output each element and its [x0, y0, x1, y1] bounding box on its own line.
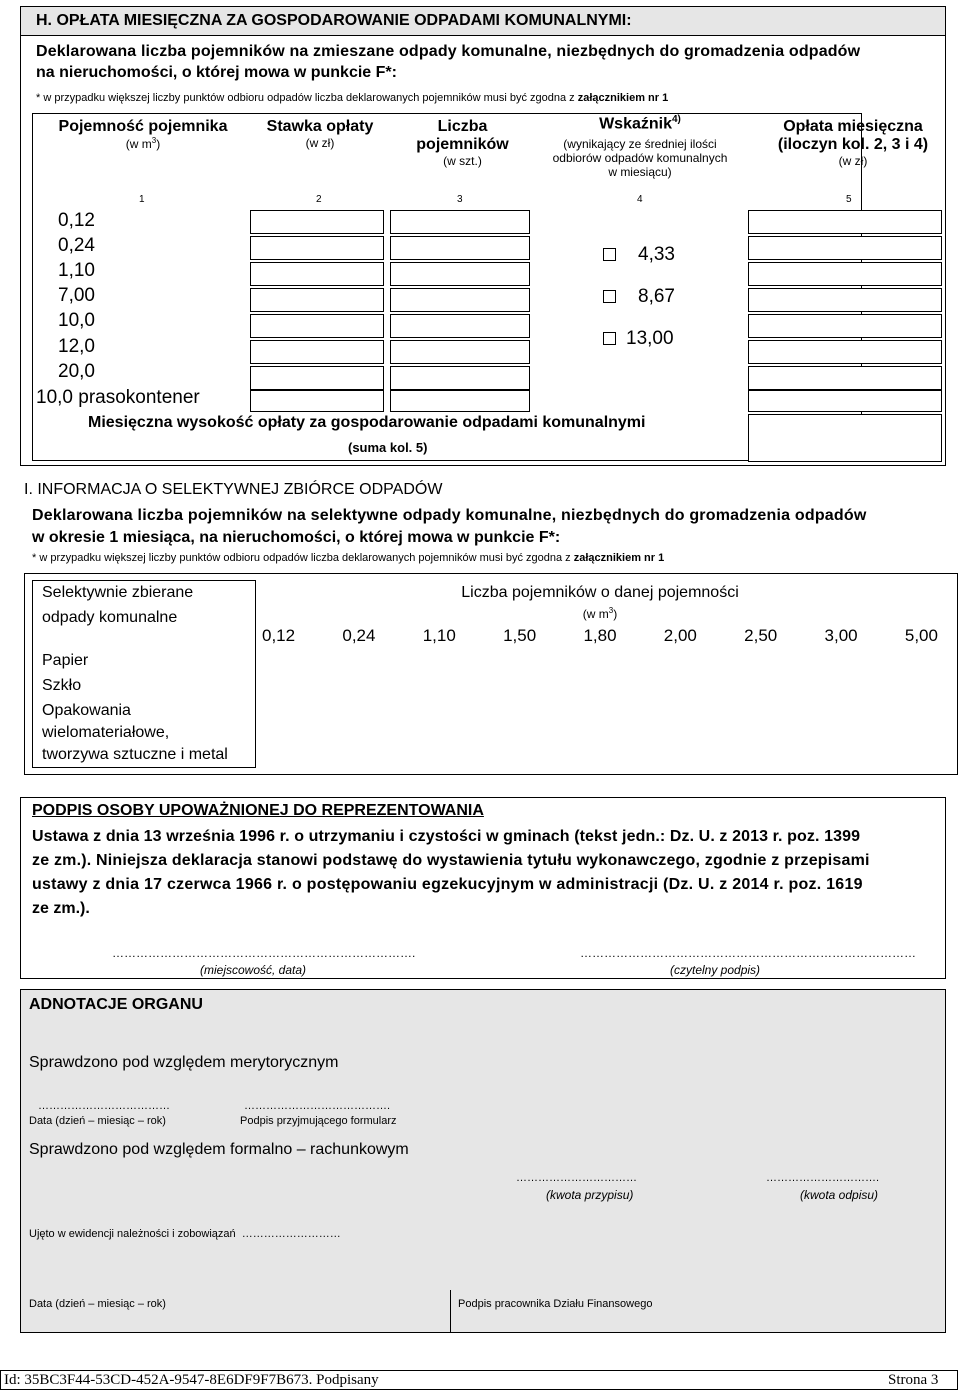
col3-unit: (w szt.) — [443, 154, 482, 168]
fee-input-4[interactable] — [748, 288, 942, 312]
rate-input-7[interactable] — [250, 366, 384, 390]
capacity-1-10: 1,10 — [58, 260, 95, 281]
law-line-3: ustawy z dnia 17 czerwca 1966 r. o postępowaniu egzekucyjnym w administracji (Dz. U. z 2014 r. poz. 1619 — [32, 876, 863, 893]
date-label-1: Data (dzień – miesiąc – rok) — [29, 1115, 166, 1127]
finance-sign-label: Podpis pracownika Działu Finansowego — [458, 1298, 653, 1310]
place-date-label: (miejscowość, data) — [200, 963, 307, 977]
col4-title: Wskaźnik$^{4)}$ — [599, 114, 681, 133]
capacity-header: 2,50 — [744, 626, 778, 645]
office-section — [20, 989, 946, 1333]
capacity-0-12: 0,12 — [58, 210, 95, 231]
monthly-total-label: Miesięczna wysokość opłaty za gospodarowanie odpadami komunalnymi — [88, 414, 646, 431]
waste-packaging-a: Opakowania — [42, 702, 131, 719]
col5-title: Opłata miesięczna — [783, 118, 923, 135]
indicator-checkbox-3[interactable] — [603, 332, 616, 345]
indicator-option-3[interactable] — [603, 328, 674, 350]
waste-packaging-c: tworzywa sztuczne i metal — [42, 746, 228, 763]
waste-packaging-b: wielomateriałowe, — [42, 724, 170, 741]
date-label-2: Data (dzień – miesiąc – rok) — [29, 1298, 166, 1310]
signature-dots[interactable]: ………………………………………………………………………… — [580, 946, 916, 960]
receiver-sign-label: Podpis przyjmującego formularz — [240, 1115, 397, 1127]
rate-input-4[interactable] — [250, 288, 384, 312]
indicator-option-1[interactable] — [603, 244, 675, 266]
law-line-2: ze zm.). Niniejsza deklaracja stanowi podstawę do wystawienia tytułu wykonawczego, zgodnie z przepisami — [32, 852, 870, 869]
section-i-note — [32, 552, 664, 564]
rate-input-6[interactable] — [250, 340, 384, 364]
count-input-5[interactable] — [390, 314, 530, 338]
fee-input-8[interactable] — [748, 390, 942, 412]
count-by-capacity-unit: (w $m^3$) — [582, 606, 618, 621]
col-number-4: 4 — [637, 194, 643, 205]
col-number-5: 5 — [846, 194, 852, 205]
footer-id: Id: 35BC3F44-53CD-452A-9547-8E6DF9F7B673. Podpisany — [4, 1372, 379, 1388]
col4-header — [530, 114, 750, 179]
note-attachment: załącznikiem nr 1 — [577, 92, 669, 104]
note-attachment: załącznikiem nr 1 — [573, 552, 665, 564]
rate-input-3[interactable] — [250, 262, 384, 286]
capacity-header: 0,12 — [262, 626, 296, 645]
fee-input-5[interactable] — [748, 314, 942, 338]
amount-prescribed-label: (kwota przypisu) — [546, 1188, 634, 1202]
law-line-4: ze zm.). — [32, 900, 90, 917]
indicator-value-1: 4,33 — [638, 244, 675, 265]
section-i-declared-line1: Deklarowana liczba pojemników na selektywne odpady komunalne, niezbędnych do gromadzenia odpadów — [32, 507, 867, 524]
col5-header — [748, 118, 958, 168]
col5-sub: (iloczyn kol. 2, 3 i 4) — [777, 136, 929, 153]
place-date-dots[interactable]: …………………………………………………………………. — [112, 946, 416, 960]
capacity-header: 1,10 — [422, 626, 456, 645]
dots-receiver-sign[interactable]: …………………………………. — [244, 1100, 391, 1112]
col3-header — [390, 118, 535, 168]
section-h-note — [36, 92, 668, 104]
capacity-7-00: 7,00 — [58, 285, 95, 306]
section-h-declared-line1: Deklarowana liczba pojemników na zmieszane odpady komunalne, niezbędnych do gromadzenia odpadów — [36, 43, 861, 60]
indicator-checkbox-2[interactable] — [603, 290, 616, 303]
col4-desc-a: (wynikający ze średniej ilości — [563, 137, 717, 152]
section-i-title: I. INFORMACJA O SELEKTYWNEJ ZBIÓRCE ODPADÓW — [24, 481, 443, 498]
section-h-declared-line2: na nieruchomości, o której mowa w punkcie F*: — [36, 64, 397, 81]
note-text: * w przypadku większej liczby punktów odbioru odpadów liczba deklarowanych pojemników musi być zgodna z — [32, 552, 574, 564]
col1-unit: (w $m^3$) — [125, 136, 161, 151]
count-input-4[interactable] — [390, 288, 530, 312]
capacity-10-0: 10,0 — [58, 310, 95, 331]
rate-input-8[interactable] — [250, 390, 384, 412]
capacity-header: 3,00 — [824, 626, 858, 645]
col3-title-a: Liczba — [437, 118, 488, 135]
dots-recorded[interactable]: ……………………… — [241, 1228, 341, 1240]
fee-input-6[interactable] — [748, 340, 942, 364]
note-text: * w przypadku większej liczby punktów odbioru odpadów liczba deklarowanych pojemników musi być zgodna z — [36, 92, 578, 104]
office-vertical-divider — [450, 1290, 451, 1333]
capacity-header: 1,80 — [583, 626, 617, 645]
checked-formal: Sprawdzono pod względem formalno – rachunkowym — [29, 1141, 409, 1158]
dots-prescribed[interactable]: …………………………… — [516, 1172, 637, 1184]
signature-label: (czytelny podpis) — [670, 963, 761, 977]
col1-title: Pojemność pojemnika — [58, 118, 228, 135]
capacity-header: 5,00 — [904, 626, 938, 645]
office-title: ADNOTACJE ORGANU — [29, 996, 203, 1013]
dots-date-1[interactable]: ……………………………… — [38, 1100, 170, 1112]
monthly-total-input[interactable] — [748, 414, 942, 462]
capacity-header: 2,00 — [663, 626, 697, 645]
recorded-label: Ujęto w ewidencji należności i zobowiązań ……………………… — [29, 1228, 341, 1240]
dots-written-off[interactable]: …………………………. — [766, 1172, 880, 1184]
col-number-2: 2 — [316, 194, 322, 205]
indicator-value-3: 13,00 — [626, 328, 674, 349]
fee-input-2[interactable] — [748, 236, 942, 260]
col4-desc-c: w miesiącu) — [608, 165, 672, 180]
col2-unit: (w zł) — [305, 136, 335, 150]
fee-input-3[interactable] — [748, 262, 942, 286]
col3-title-b: pojemników — [416, 136, 509, 153]
selective-title-b: odpady komunalne — [42, 609, 178, 626]
count-input-1[interactable] — [390, 210, 530, 234]
fee-input-7[interactable] — [748, 366, 942, 390]
indicator-value-2: 8,67 — [638, 286, 675, 307]
col-number-3: 3 — [457, 194, 463, 205]
count-by-capacity-title: Liczba pojemników o danej pojemności — [461, 584, 739, 601]
capacity-12-0: 12,0 — [58, 336, 95, 357]
checked-substantive: Sprawdzono pod względem merytorycznym — [29, 1054, 339, 1071]
signature-title: PODPIS OSOBY UPOWAŻNIONEJ DO REPREZENTOWANIA — [32, 802, 484, 819]
capacity-20-0: 20,0 — [58, 361, 95, 382]
rate-input-1[interactable] — [250, 210, 384, 234]
selective-title-a: Selektywnie zbierane — [42, 584, 194, 601]
footer-page: Strona 3 — [888, 1372, 939, 1388]
col1-header — [38, 118, 248, 151]
count-input-8[interactable] — [390, 390, 530, 412]
capacity-header-row — [262, 626, 938, 646]
waste-glass: Szkło — [42, 677, 82, 694]
capacity-0-24: 0,24 — [58, 235, 95, 256]
count-input-2[interactable] — [390, 236, 530, 260]
capacity-prasokontener: 10,0 prasokontener — [36, 387, 200, 408]
col2-title: Stawka opłaty — [266, 118, 374, 135]
col2-header — [250, 118, 390, 150]
indicator-checkbox-1[interactable] — [603, 248, 616, 261]
count-input-7[interactable] — [390, 366, 530, 390]
count-input-3[interactable] — [390, 262, 530, 286]
col5-unit: (w zł) — [838, 154, 868, 168]
section-i-declared-line2: w okresie 1 miesiąca, na nieruchomości, o której mowa w punkcie F*: — [32, 529, 561, 546]
count-input-6[interactable] — [390, 340, 530, 364]
waste-paper: Papier — [42, 652, 89, 669]
capacity-header: 0,24 — [342, 626, 376, 645]
amount-written-off-label: (kwota odpisu) — [800, 1188, 879, 1202]
law-line-1: Ustawa z dnia 13 września 1996 r. o utrzymaniu i czystości w gminach (tekst jedn.: Dz. U. z 2013 r. poz. 1399 — [32, 828, 861, 845]
col4-desc-b: odbiorów odpadów komunalnych — [552, 151, 728, 166]
col-number-1: 1 — [139, 194, 145, 205]
capacity-header: 1,50 — [503, 626, 537, 645]
monthly-total-sub: (suma kol. 5) — [348, 440, 428, 455]
rate-input-2[interactable] — [250, 236, 384, 260]
rate-input-5[interactable] — [250, 314, 384, 338]
fee-input-1[interactable] — [748, 210, 942, 234]
section-h-title: H. OPŁATA MIESIĘCZNA ZA GOSPODAROWANIE ODPADAMI KOMUNALNYMI: — [36, 12, 632, 29]
indicator-option-2[interactable] — [603, 286, 675, 308]
